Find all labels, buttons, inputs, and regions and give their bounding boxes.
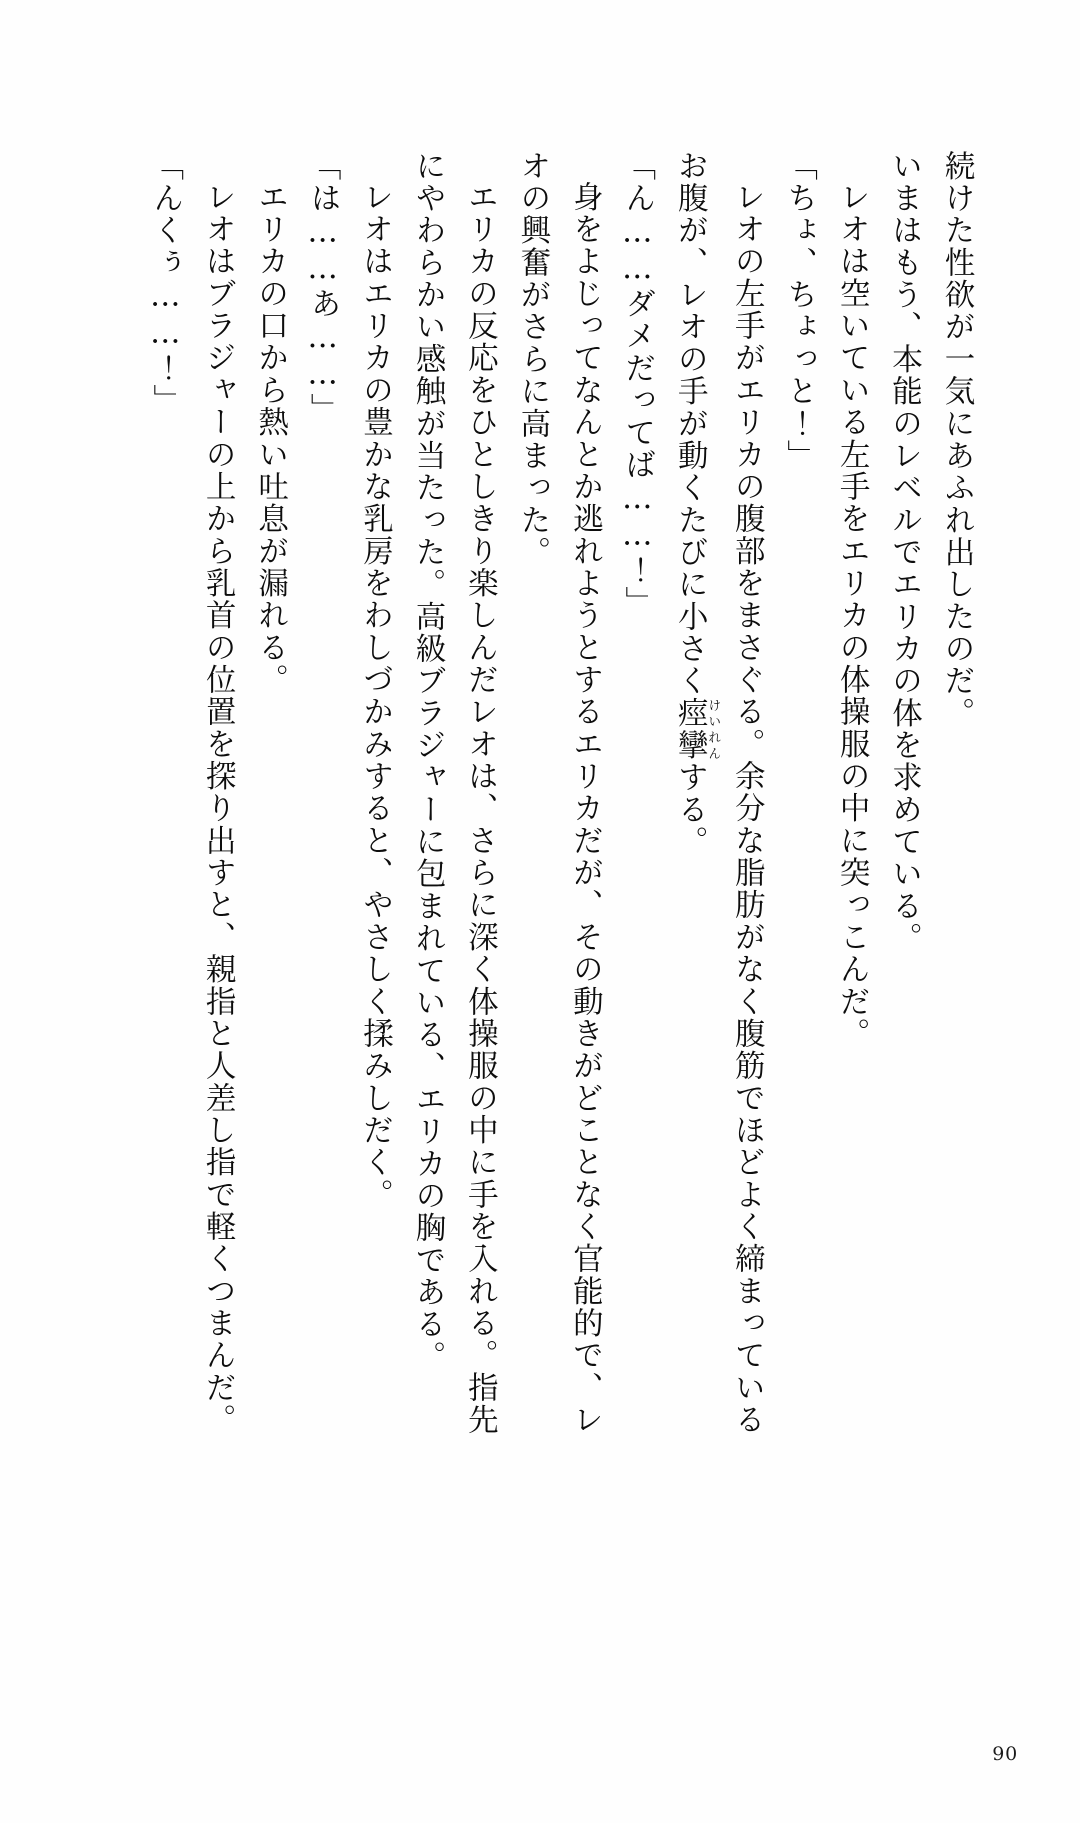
paragraph: エリカの口から熱い吐息が漏れる。: [252, 180, 288, 696]
body-text-block: [147, 150, 982, 1470]
paragraph-dialogue: 「ん……ダメだってば……！」: [619, 150, 655, 619]
paragraph: エリカの反応をひとしきり楽しんだレオは、さらに深く体操服の中に手を入れる。指先: [462, 180, 498, 1436]
paragraph-dialogue: 「は……あ……」: [305, 150, 341, 426]
paragraph: レオはエリカの豊かな乳房をわしづかみすると、やさしく揉みしだく。: [357, 180, 393, 1211]
ruby-keiren: [672, 697, 721, 762]
ruby-reading: けいれん: [705, 697, 721, 762]
paragraph: いまはもう、本能のレベルでエリカの体を求めている。: [886, 150, 922, 955]
paragraph-dialogue: 「ちょ、ちょっと！」: [781, 150, 817, 472]
page-number: 90: [992, 1743, 1018, 1765]
paragraph-part: レオの左手がエリカの腹部をまさぐる。余分な脂肪がなく腹筋でほどよく締まっている: [729, 180, 765, 1436]
paragraph: レオはブラジャーの上から乳首の位置を探り出すと、親指と人差し指で軽くつまんだ。: [200, 180, 236, 1436]
ruby-base: 痙攣: [672, 697, 708, 762]
paragraph: レオは空いている左手をエリカの体操服の中に突っこんだ。: [834, 180, 870, 1050]
paragraph-ruby: お腹が、レオの手が動くたびに小さく痙攣けいれんする。: [672, 150, 721, 858]
paragraph: [720, 150, 772, 1470]
paragraph-dialogue: 「んくぅ……！」: [147, 150, 183, 417]
paragraph: 続けた性欲が一気にあふれ出したのだ。: [939, 150, 974, 730]
paragraph: オの興奮がさらに高まった。: [514, 150, 550, 569]
paragraph: 身をよじってなんとか逃れようとするエリカだが、その動きがどことなく官能的で、レ: [567, 180, 603, 1436]
paragraph: にやわらかい感触が当たった。高級ブラジャーに包まれている、エリカの胸である。: [409, 150, 445, 1373]
